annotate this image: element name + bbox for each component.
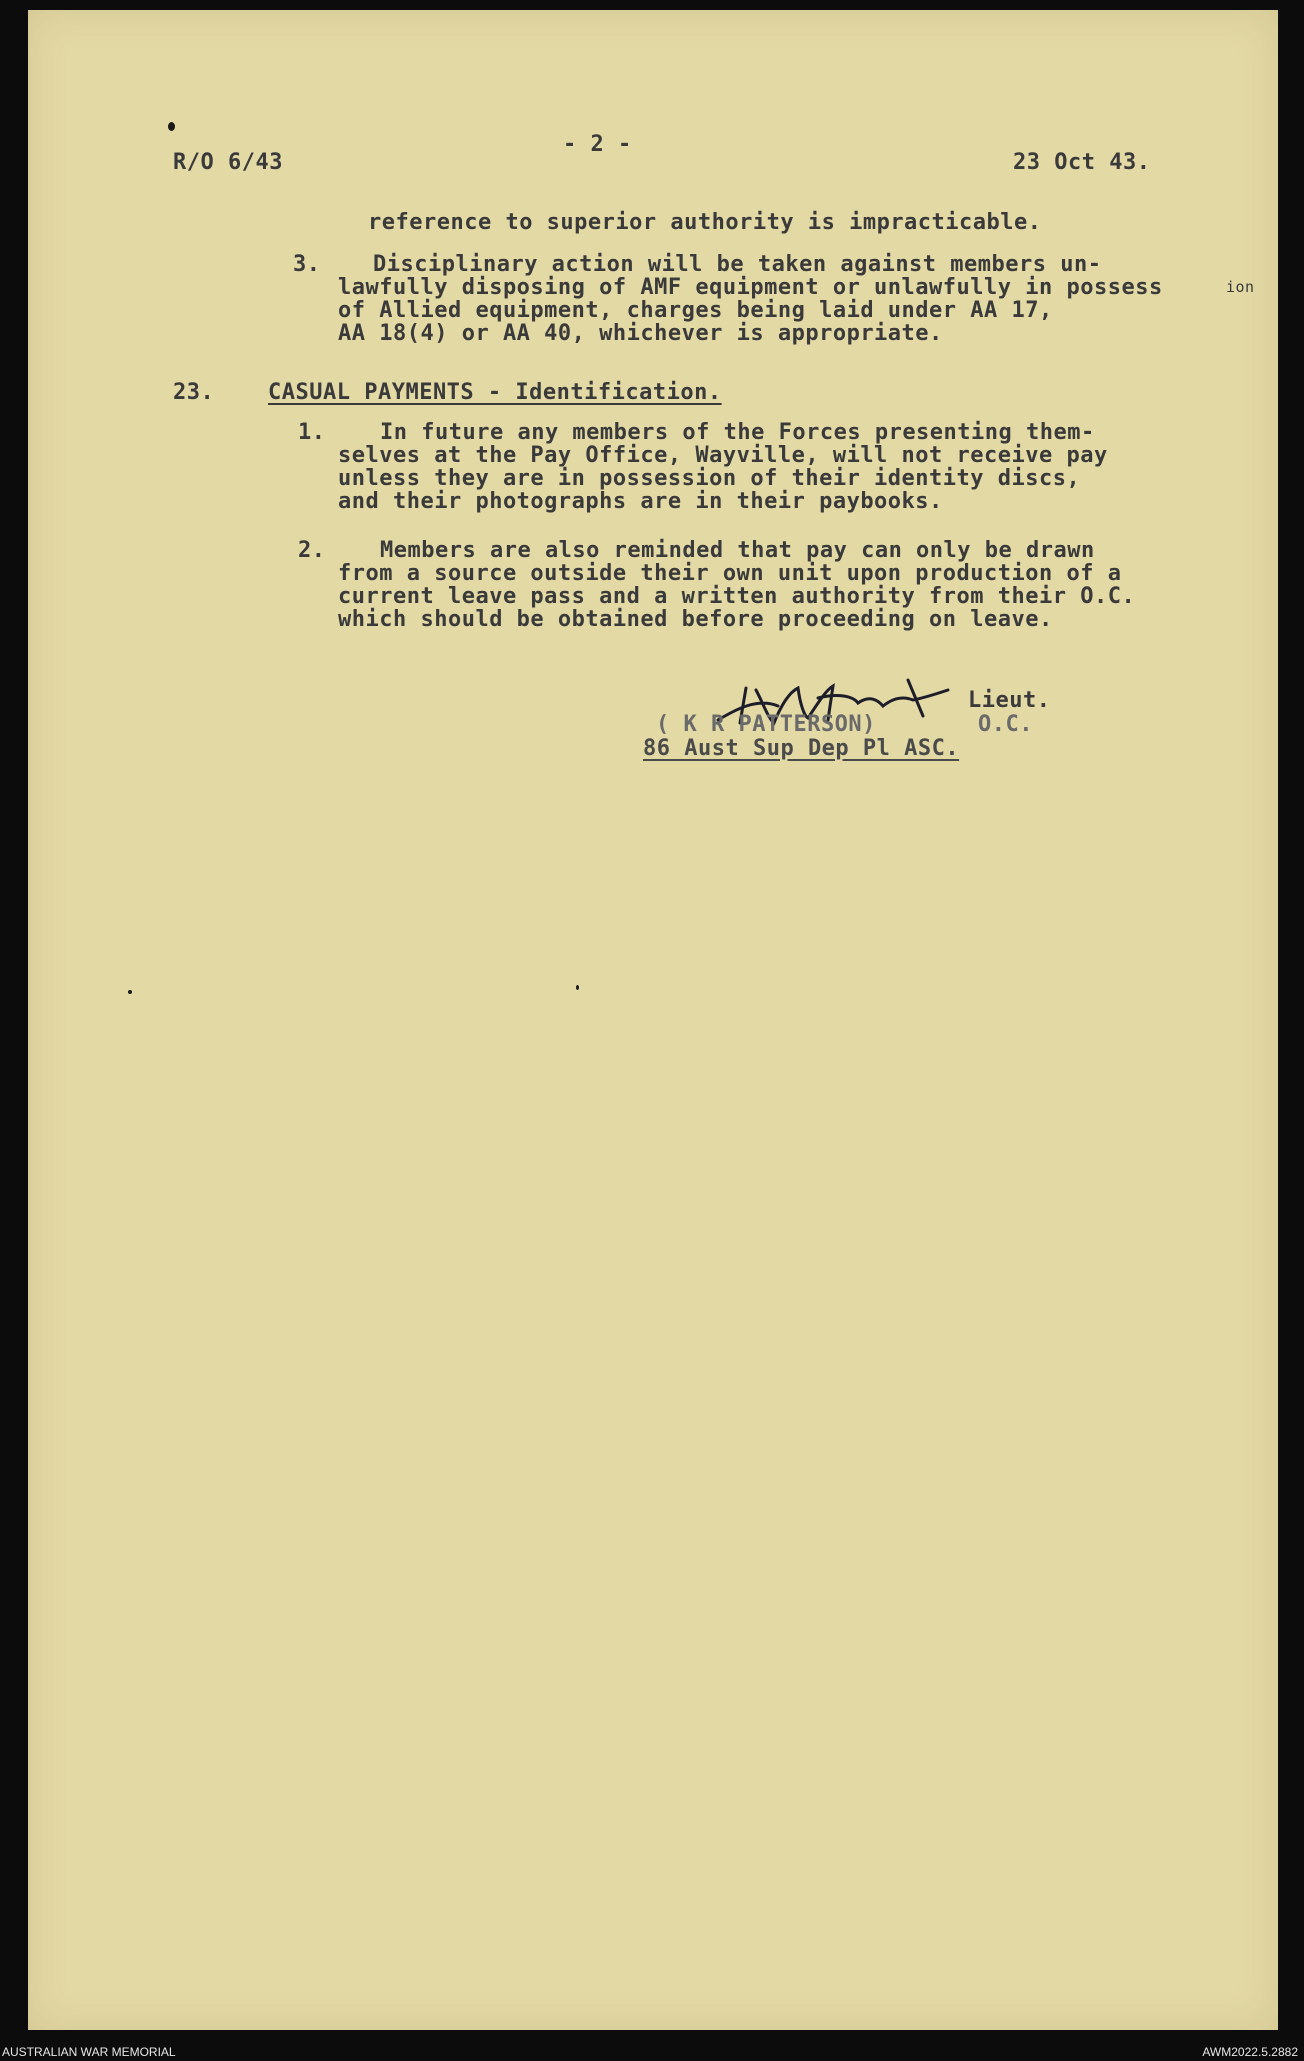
punch-mark xyxy=(168,122,175,131)
archive-reference: AWM2022.5.2882 xyxy=(1202,2045,1298,2059)
speck-mark xyxy=(128,990,132,994)
paragraph-line: of Allied equipment, charges being laid under AA 17, xyxy=(338,298,1053,323)
signatory-role: O.C. xyxy=(978,712,1033,737)
paragraph-line: Disciplinary action will be taken against members un- xyxy=(373,252,1102,277)
paragraph-line: current leave pass and a written authority from their O.C. xyxy=(338,584,1136,609)
item-number: 2. xyxy=(298,538,326,563)
margin-note: ion xyxy=(1226,278,1255,296)
signatory-rank: Lieut. xyxy=(968,688,1051,713)
paragraph-line: unless they are in possession of their identity discs, xyxy=(338,466,1081,491)
reference-number: R/O 6/43 xyxy=(173,150,283,175)
archive-credit: AUSTRALIAN WAR MEMORIAL xyxy=(2,2045,176,2059)
signatory-name: ( K R PATTERSON) xyxy=(656,712,876,737)
paragraph-line: from a source outside their own unit upon production of a xyxy=(338,561,1122,586)
item-number: 1. xyxy=(298,420,326,445)
paragraph-text: reference to superior authority is impracticable. xyxy=(368,210,1042,235)
paragraph-line: AA 18(4) or AA 40, whichever is appropriate. xyxy=(338,321,943,346)
speck-mark xyxy=(576,985,579,990)
paragraph-line: which should be obtained before proceeding on leave. xyxy=(338,607,1053,632)
paragraph-line: Members are also reminded that pay can only be drawn xyxy=(380,538,1095,563)
paragraph-line: selves at the Pay Office, Wayville, will not receive pay xyxy=(338,443,1108,468)
document-page xyxy=(28,10,1278,2030)
document-date: 23 Oct 43. xyxy=(1013,150,1151,175)
page-number: - 2 - xyxy=(563,132,632,157)
paragraph-line: and their photographs are in their paybooks. xyxy=(338,489,943,514)
section-heading: CASUAL PAYMENTS - Identification. xyxy=(268,380,722,405)
item-number: 3. xyxy=(293,252,321,277)
paragraph-line: In future any members of the Forces presenting them- xyxy=(380,420,1095,445)
section-number: 23. xyxy=(173,380,215,405)
signatory-unit: 86 Aust Sup Dep Pl ASC. xyxy=(643,736,960,761)
paragraph-line: lawfully disposing of AMF equipment or unlawfully in possess xyxy=(338,275,1163,300)
